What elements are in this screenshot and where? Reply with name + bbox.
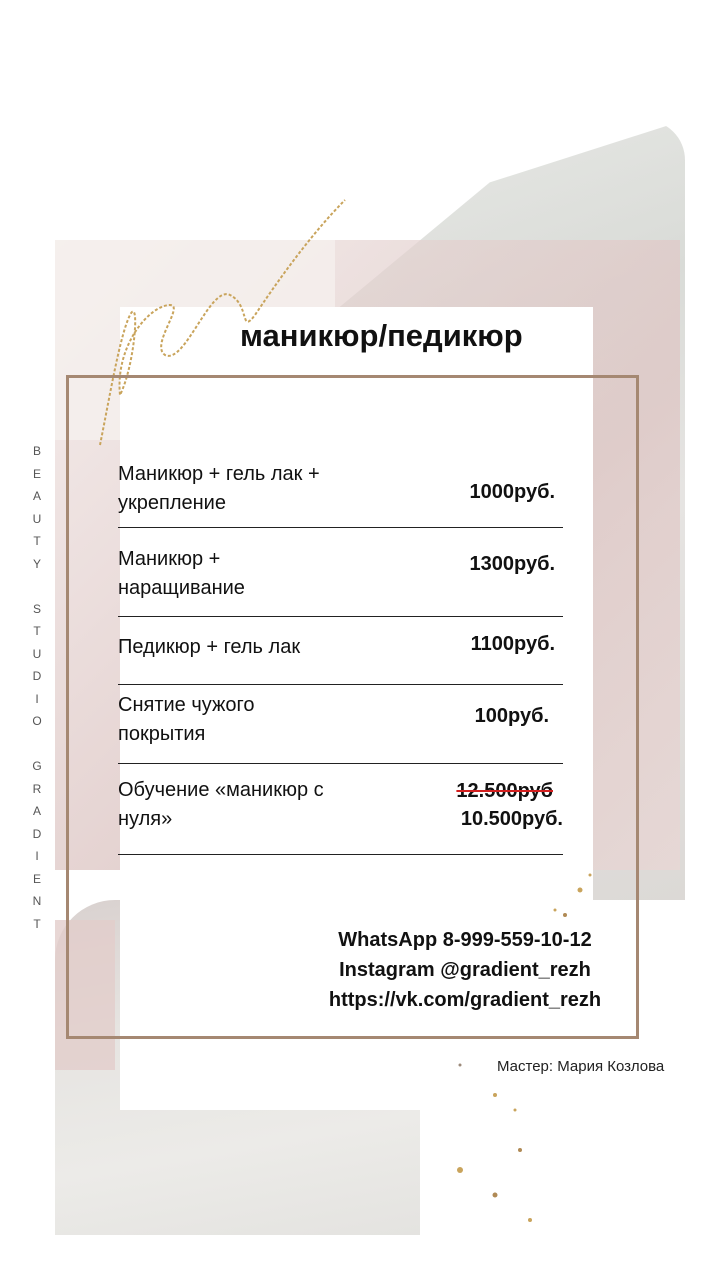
service-price: 100руб. [474,705,549,727]
vk-link: https://vk.com/gradient_rezh [328,989,602,1011]
master-name: Мастер: Мария Козлова [497,1058,665,1075]
whatsapp-contact: WhatsApp 8-999-559-10-12 [338,929,592,951]
service-name: Педикюр + гель лак [118,636,301,658]
price-list [118,450,563,855]
service-name: Маникюр + гель лак + укрепление [118,463,320,514]
service-name: Обучение «маникюр с нуля» [118,779,324,830]
list-item [118,685,563,764]
list-item [118,528,563,617]
service-price: 1100руб. [470,633,555,655]
service-price: 1000руб. [469,481,555,503]
service-price: 1300руб. [469,553,555,575]
page-title: маникюр/педикюр [240,318,523,353]
list-item [118,764,563,855]
list-item [118,617,563,685]
service-name: Маникюр + наращивание [118,548,245,599]
vertical-brand-text: B E A U T Y S T U D I O G R A D I E N T [32,444,42,931]
old-price: 12.500руб [456,780,553,802]
list-item [118,450,563,528]
service-price: 10.500руб. [460,808,563,830]
instagram-contact: Instagram @gradient_rezh [339,959,591,981]
service-name: Снятие чужого покрытия [118,694,255,745]
contacts-block [300,925,630,1015]
